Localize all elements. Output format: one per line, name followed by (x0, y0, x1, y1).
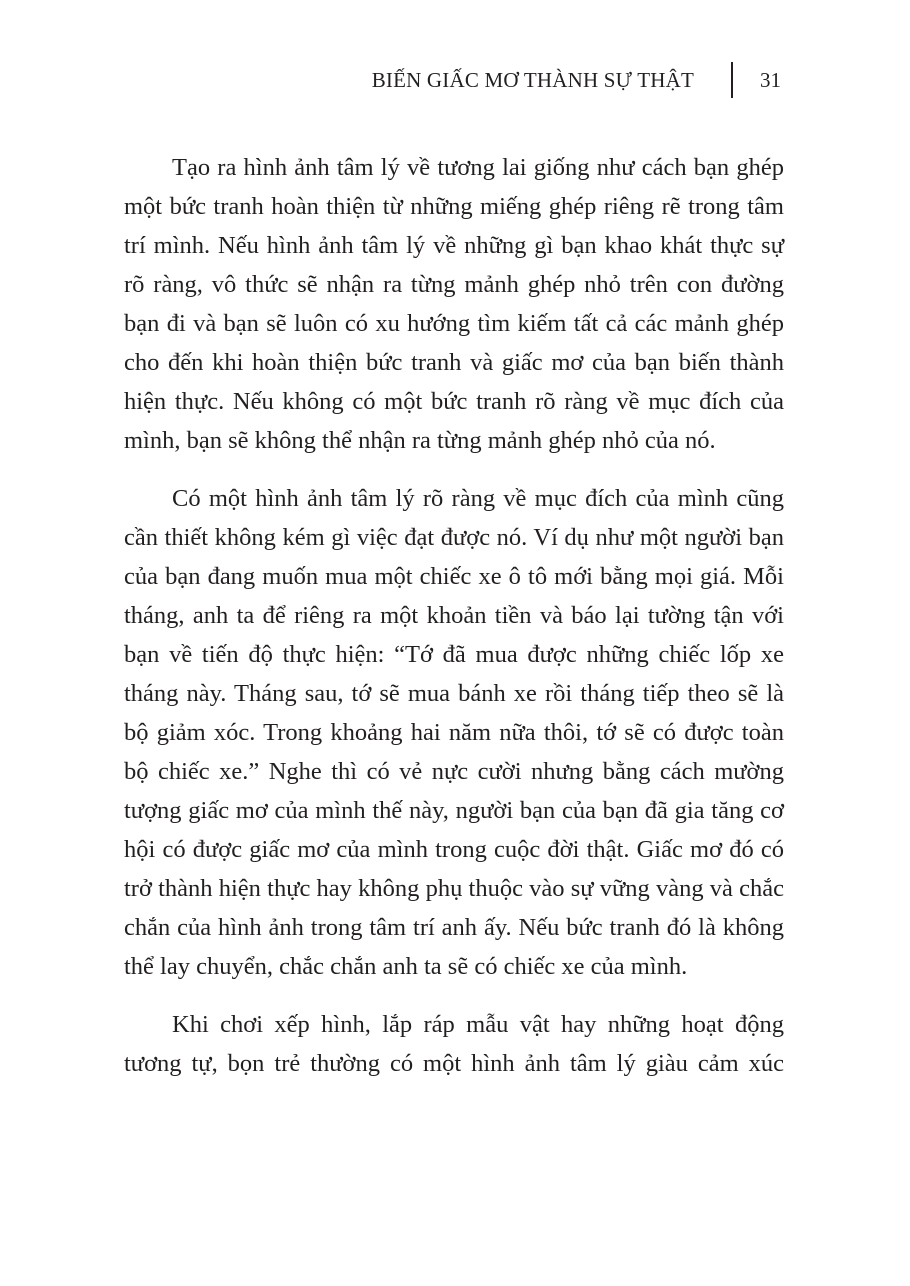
page-number: 31 (760, 68, 781, 92)
body-text (124, 148, 784, 1083)
running-header (0, 62, 910, 102)
paragraph-2: Có một hình ảnh tâm lý rõ ràng về mục đích của mình cũng cần thiết không kém gì việc đạt được nó. Ví dụ như một người bạn của bạn đang muốn mua một chiếc xe ô tô mới bằng mọi giá. Mỗi tháng, anh ta để riêng ra một khoản tiền và báo lại tường tận với bạn về tiến độ thực hiện: “Tớ đã mua được những chiếc lốp xe tháng này. Tháng sau, tớ sẽ mua bánh xe rồi tháng tiếp theo sẽ là bộ giảm xóc. Trong khoảng hai năm nữa thôi, tớ sẽ có được toàn bộ chiếc xe.” Nghe thì có vẻ nực cười nhưng bằng cách mường tượng giấc mơ của mình thế này, người bạn của bạn đã gia tăng cơ hội có được giấc mơ của mình trong cuộc đời thật. Giấc mơ đó có trở thành hiện thực hay không phụ thuộc vào sự vững vàng và chắc chắn của hình ảnh trong tâm trí anh ấy. Nếu bức tranh đó là không thể lay chuyển, chắc chắn anh ta sẽ có chiếc xe của mình. (124, 485, 784, 980)
chapter-running-title: BIẾN GIẤC MƠ THÀNH SỰ THẬT (371, 68, 694, 92)
header-divider (731, 62, 733, 98)
paragraph-3: Khi chơi xếp hình, lắp ráp mẫu vật hay những hoạt động tương tự, bọn trẻ thường có một hình ảnh tâm lý giàu cảm xúc (124, 1011, 784, 1077)
paragraph-1: Tạo ra hình ảnh tâm lý về tương lai giống như cách bạn ghép một bức tranh hoàn thiện từ những miếng ghép riêng rẽ trong tâm trí mình. Nếu hình ảnh tâm lý về những gì bạn khao khát thực sự rõ ràng, vô thức sẽ nhận ra từng mảnh ghép nhỏ trên con đường bạn đi và bạn sẽ luôn có xu hướng tìm kiếm tất cả các mảnh ghép cho đến khi hoàn thiện bức tranh và giấc mơ của bạn biến thành hiện thực. Nếu không có một bức tranh rõ ràng về mục đích của mình, bạn sẽ không thể nhận ra từng mảnh ghép nhỏ của nó. (124, 154, 784, 454)
